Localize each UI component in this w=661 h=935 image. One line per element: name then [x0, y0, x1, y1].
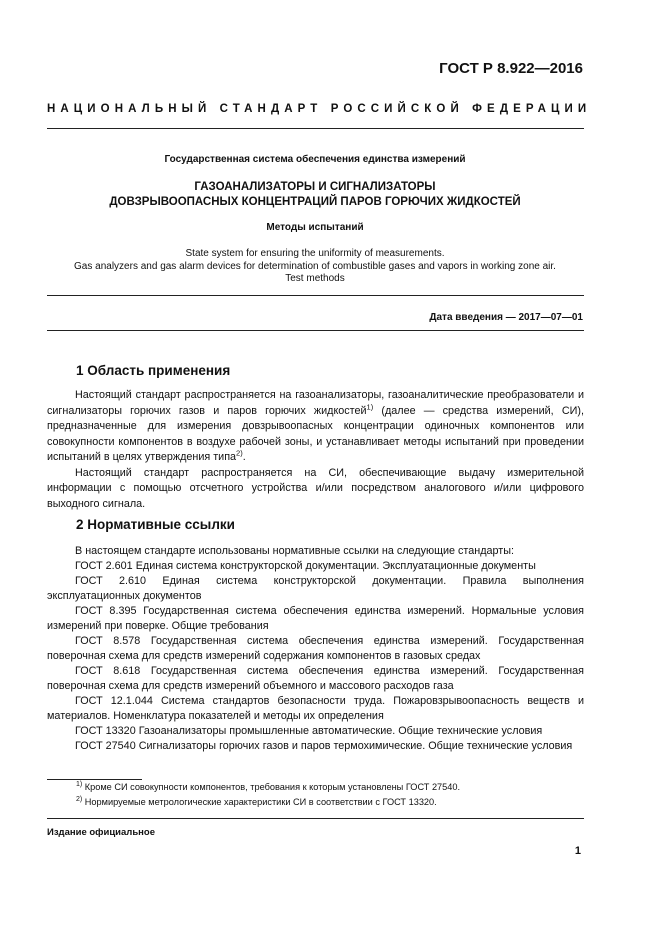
- footnote-2: $^{2)}$ Нормируемые метрологические характеристики СИ в соответствии с ГОСТ 13320.: [76, 795, 437, 807]
- national-standard-banner: НАЦИОНАЛЬНЫЙ СТАНДАРТ РОССИЙСКОЙ ФЕДЕРАЦИИ: [47, 103, 592, 115]
- methods-subtitle: Методы испытаний: [266, 222, 364, 233]
- footer-rule: [47, 818, 584, 819]
- footnote-separator: [47, 779, 142, 780]
- intro-rule: [47, 330, 584, 331]
- reference-item: ГОСТ 8.395 Государственная система обеспечения единства измерений. Нормальные условия измерений при поверке. Общие требования: [47, 605, 584, 632]
- reference-item: ГОСТ 8.618 Государственная система обеспечения единства измерений. Государственная поверочная схема для средств измерений объемного и массового расходов газа: [47, 665, 584, 692]
- normative-references-list: [47, 544, 584, 754]
- reference-item: ГОСТ 2.601 Единая система конструкторской документации. Эксплуатационные документы: [75, 560, 536, 572]
- reference-item: ГОСТ 27540 Сигнализаторы горючих газов и паров термохимические. Общие технические условия: [75, 740, 573, 752]
- section1-heading: 1 Область применения: [76, 363, 231, 378]
- main-title-line2: ДОВЗРЫВООПАСНЫХ КОНЦЕНТРАЦИЙ ПАРОВ ГОРЮЧИХ ЖИДКОСТЕЙ: [109, 196, 521, 208]
- english-title-line1: State system for ensuring the uniformity of measurements.: [185, 248, 445, 259]
- reference-item: ГОСТ 2.610 Единая система конструкторской документации. Правила выполнения эксплуатационных документов: [47, 575, 584, 602]
- reference-item: ГОСТ 12.1.044 Система стандартов безопасности труда. Пожаровзрывоопасность веществ и материалов. Номенклатура показателей и методы их определения: [47, 695, 584, 722]
- reference-item: ГОСТ 8.578 Государственная система обеспечения единства измерений. Государственная поверочная схема для средств измерений содержания компонентов в газовых средах: [47, 635, 584, 662]
- english-title-line3: Test methods: [285, 273, 345, 284]
- footnote-1: $^{1)}$ Кроме СИ совокупности компонентов, требования к которым установлены ГОСТ 27540.: [76, 780, 461, 792]
- footnote-ref-1: 1): [366, 401, 374, 411]
- references-intro: В настоящем стандарте использованы нормативные ссылки на следующие стандарты:: [75, 545, 514, 557]
- section1-paragraph1: Настоящий стандарт распространяется на газоанализаторы, газоаналитические преобразователи и сигнализаторы горючих газов и паров горючих жидкостей$^{1)}$ (далее — средства измерений, СИ), предназначенные для измерения довзрывоопасных концентрации одиночных компонентов или совокупности компонентов в воздухе рабочей зоны, и устанавливает методы испытаний при проведении испытаний в целях утверждения типа$^{2)}$.: [47, 389, 584, 463]
- footnote-ref-2: 2): [236, 448, 243, 458]
- title-rule: [47, 295, 584, 296]
- english-title-line2: Gas analyzers and gas alarm devices for determination of combustible gases and vapors in working zone air.: [74, 261, 556, 272]
- section1-body: [47, 388, 584, 512]
- header-rule: [47, 128, 584, 129]
- system-title: Государственная система обеспечения единства измерений: [164, 154, 466, 165]
- section2-heading: 2 Нормативные ссылки: [76, 517, 235, 532]
- official-edition-label: Издание официальное: [47, 827, 155, 838]
- introduction-date: Дата введения — 2017—07—01: [429, 312, 583, 323]
- section1-paragraph2: Настоящий стандарт распространяется на СИ, обеспечивающие выдачу измерительной информации с помощью отсчетного устройства и/или посредством аналогового и/или цифрового выходного сигнала.: [47, 466, 584, 510]
- page-number: 1: [574, 845, 581, 857]
- reference-item: ГОСТ 13320 Газоанализаторы промышленные автоматические. Общие технические условия: [75, 725, 543, 737]
- document-code: ГОСТ Р 8.922—2016: [439, 60, 583, 77]
- main-title-line1: ГАЗОАНАЛИЗАТОРЫ И СИГНАЛИЗАТОРЫ: [194, 181, 436, 193]
